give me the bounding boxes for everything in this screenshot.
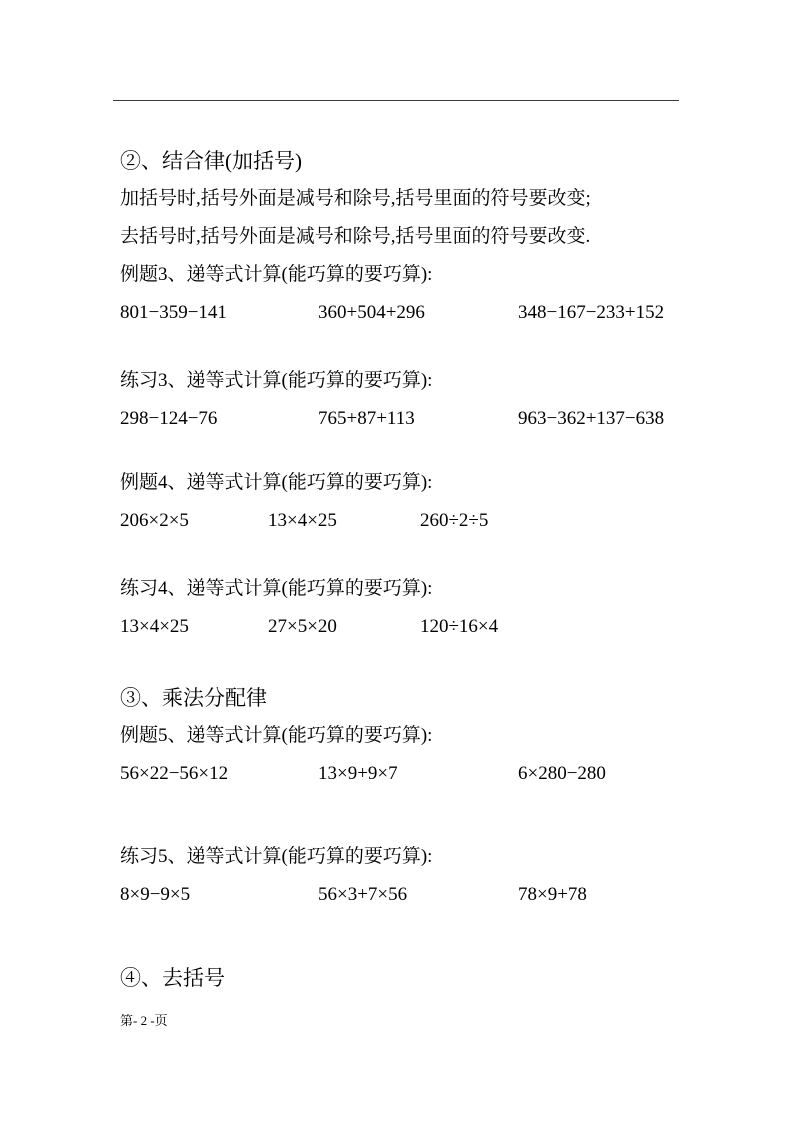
expression-row-example-4	[120, 502, 705, 540]
math-expression: 27×5×20	[268, 616, 337, 637]
math-expression: 801−359−141	[120, 302, 227, 323]
math-expression: 963−362+137−638	[518, 408, 665, 429]
expression-row-practice-5	[120, 876, 705, 914]
math-expression: 56×22−56×12	[120, 763, 229, 784]
math-expression: 260÷2÷5	[420, 510, 489, 531]
problem-label-example-3: 例题3、递等式计算(能巧算的要巧算):	[120, 264, 433, 285]
math-expression: 8×9−9×5	[120, 884, 191, 905]
rule-text-add-brackets: 加括号时,括号外面是减号和除号,括号里面的符号要改变;	[120, 188, 591, 209]
problem-label-practice-5: 练习5、递等式计算(能巧算的要巧算):	[120, 846, 433, 867]
math-expression: 78×9+78	[518, 884, 587, 905]
document-body	[120, 142, 705, 997]
expression-row-example-5	[120, 755, 705, 793]
math-expression: 765+87+113	[318, 408, 415, 429]
problem-label-practice-4: 练习4、递等式计算(能巧算的要巧算):	[120, 578, 433, 599]
expression-row-example-3	[120, 294, 705, 332]
section-heading-3: ③、乘法分配律	[120, 686, 267, 710]
problem-label-example-5: 例题5、递等式计算(能巧算的要巧算):	[120, 725, 433, 746]
header-divider-line	[113, 100, 679, 101]
problem-label-example-4: 例题4、递等式计算(能巧算的要巧算):	[120, 472, 433, 493]
section-heading-4: ④、去括号	[120, 966, 225, 990]
math-expression: 13×4×25	[268, 510, 337, 531]
rule-text-remove-brackets: 去括号时,括号外面是减号和除号,括号里面的符号要改变.	[120, 226, 591, 247]
math-expression: 360+504+296	[318, 302, 425, 323]
math-expression: 13×4×25	[120, 616, 189, 637]
math-expression: 56×3+7×56	[318, 884, 408, 905]
section-heading-2: ②、结合律(加括号)	[120, 149, 302, 173]
math-expression: 348−167−233+152	[518, 302, 665, 323]
expression-row-practice-3	[120, 400, 705, 438]
expression-row-practice-4	[120, 608, 705, 646]
math-expression: 298−124−76	[120, 408, 218, 429]
math-expression: 120÷16×4	[420, 616, 499, 637]
problem-label-practice-3: 练习3、递等式计算(能巧算的要巧算):	[120, 370, 433, 391]
math-expression: 206×2×5	[120, 510, 189, 531]
math-expression: 6×280−280	[518, 763, 606, 784]
math-expression: 13×9+9×7	[318, 763, 398, 784]
page-number-footer: 第- 2 -页	[120, 1013, 168, 1028]
